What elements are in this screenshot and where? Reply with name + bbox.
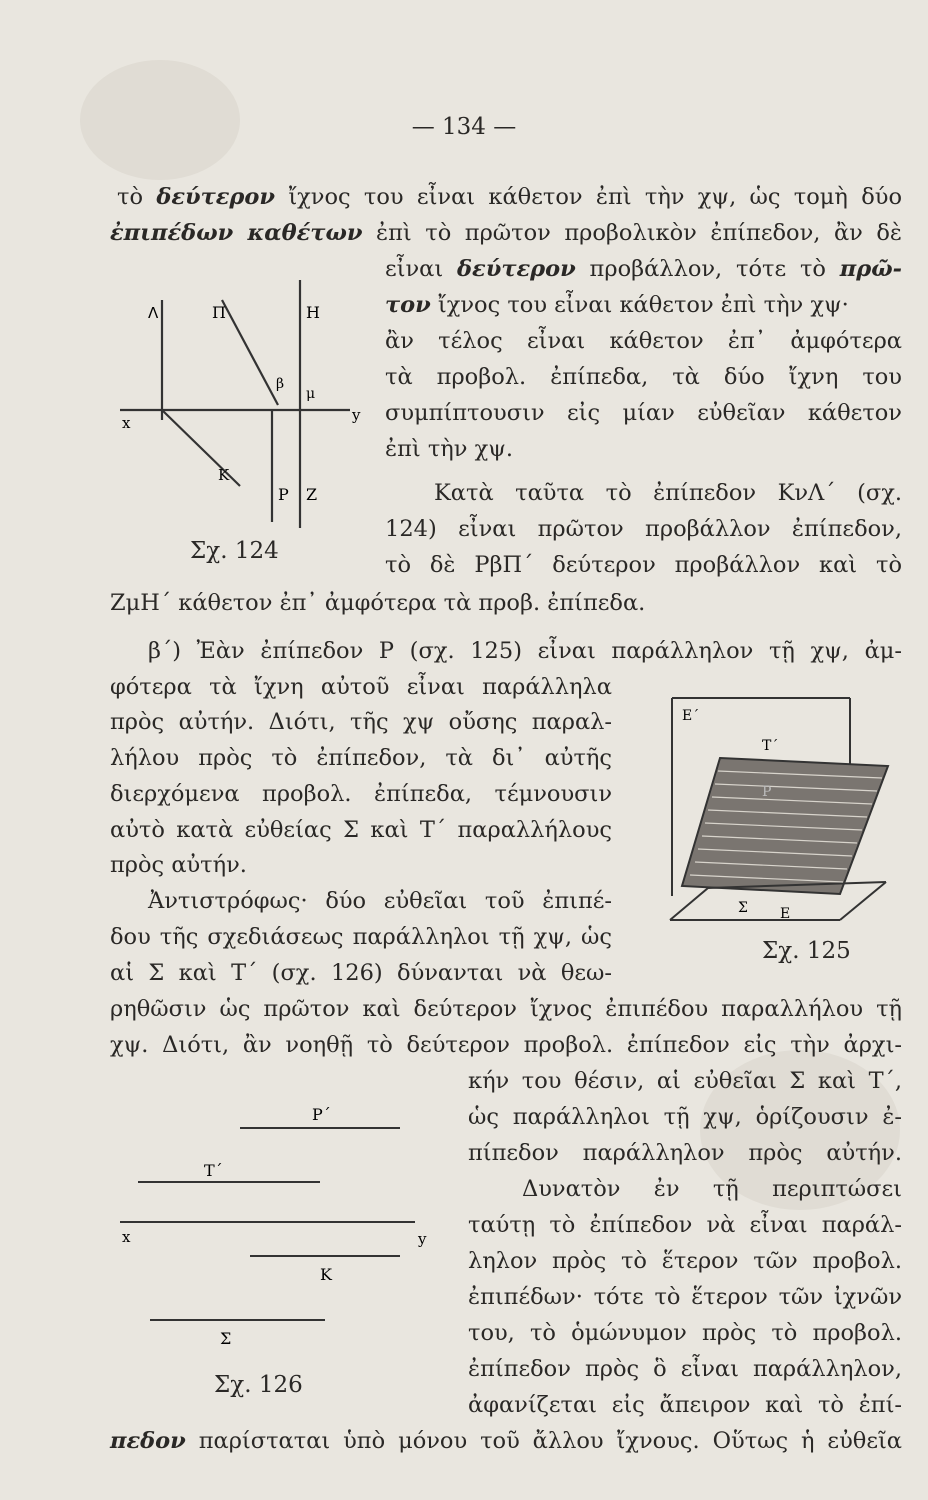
text-line-16: λήλου πρὸς τὸ ἐπίπεδον, τὰ δι᾿ αὐτῆς — [110, 745, 612, 771]
ground-left — [670, 888, 708, 920]
text-line-23: ρηθῶσιν ὡς πρῶτον καὶ δεύτερον ἴχνος ἐπιπέδου παραλλήλου τῇ — [110, 996, 902, 1022]
text-line-27: πίπεδον παράλληλον πρὸς αὐτήν. — [468, 1140, 902, 1166]
label-kappa: Κ — [320, 1265, 332, 1284]
text-line-19: πρὸς αὐτήν. — [110, 852, 247, 878]
text-line-10: 124) εἶναι πρῶτον προβάλλον ἐπίπεδον, — [385, 516, 902, 542]
text-line-13: β΄) Ἐὰν ἐπίπεδον Ρ (σχ. 125) εἶναι παράλληλον τῇ χψ, ἀμ- — [148, 638, 902, 664]
text-line-25: κήν του θέσιν, αἱ εὐθεῖαι Σ καὶ Τ΄, — [468, 1068, 902, 1094]
text-line-7: συμπίπτουσιν εἰς μίαν εὐθεῖαν κάθετον — [385, 400, 902, 426]
text-line-4: τον ἴχνος του εἶναι κάθετον ἐπὶ τὴν χψ· — [385, 292, 849, 318]
text-line-18: αὐτὸ κατὰ εὐθείας Σ καὶ Τ΄ παραλλήλους — [110, 817, 612, 843]
figure-125 — [650, 676, 900, 941]
label-kappa: Κ — [218, 466, 230, 484]
text-line-9: Κατὰ ταῦτα τὸ ἐπίπεδον ΚνΛ΄ (σχ. — [434, 480, 902, 506]
text-line-31: ἐπιπέδων· τότε τὸ ἕτερον τῶν ἰχνῶν — [468, 1284, 902, 1310]
trace-pi-line — [222, 300, 278, 405]
text-line-12: ΖμΗ΄ κάθετον ἐπ᾿ ἀμφότερα τὰ προβ. ἐπίπεδα. — [110, 590, 646, 616]
text-line-14: φότερα τὰ ἴχνη αὐτοῦ εἶναι παράλληλα — [110, 674, 612, 700]
text-line-8: ἐπὶ τὴν χψ. — [385, 436, 514, 462]
label-t-prime: Τ΄ — [762, 738, 779, 754]
text-line-3: εἶναι δεύτερον προβάλλον, τότε τὸ πρῶ- — [385, 256, 902, 282]
caption-fig-126: Σχ. 126 — [214, 1372, 303, 1398]
text-line-29: ταύτῃ τὸ ἐπίπεδον νὰ εἶναι παράλ- — [468, 1212, 902, 1238]
caption-fig-124: Σχ. 124 — [190, 538, 279, 564]
label-e: Ε — [780, 906, 791, 922]
text-line-28: Δυνατὸν ἐν τῇ περιπτώσει — [522, 1176, 902, 1202]
label-x: x — [122, 414, 131, 432]
label-sigma: Σ — [738, 900, 748, 916]
text-line-35: πεδον παρίσταται ὑπὸ μόνου τοῦ ἄλλου ἴχνους. Οὕτως ἡ εὐθεῖα — [110, 1428, 902, 1454]
label-y: y — [352, 406, 361, 424]
label-zeta: Ζ — [306, 485, 318, 504]
text-line-20: Ἀντιστρόφως· δύο εὐθεῖαι τοῦ ἐπιπέ- — [148, 888, 612, 914]
text-line-1: τὸ δεύτερον ἴχνος του εἶναι κάθετον ἐπὶ τὴν χψ, ὡς τομὴ δύο — [117, 184, 902, 210]
label-rho-prime: Ρ΄ — [312, 1105, 331, 1124]
caption-fig-125: Σχ. 125 — [762, 938, 851, 964]
text-line-2: ἐπιπέδων καθέτων ἐπὶ τὸ πρῶτον προβολικὸν ἐπίπεδον, ἂν δὲ — [110, 220, 902, 246]
label-lambda: Λ — [148, 304, 159, 322]
text-line-5: ἂν τέλος εἶναι κάθετον ἐπ᾿ ἀμφότερα — [385, 328, 902, 354]
ground-right — [840, 882, 886, 920]
text-line-34: ἀφανίζεται εἰς ἄπειρον καὶ τὸ ἐπί- — [468, 1392, 902, 1418]
text-line-32: του, τὸ ὁμώνυμον πρὸς τὸ προβολ. — [468, 1320, 902, 1346]
text-line-6: τὰ προβολ. ἐπίπεδα, τὰ δύο ἴχνη του — [385, 364, 902, 390]
text-line-15: πρὸς αὐτήν. Διότι, τῆς χψ οὔσης παραλ- — [110, 709, 612, 735]
label-y: y — [418, 1230, 427, 1248]
text-line-26: ὡς παράλληλοι τῇ χψ, ὁρίζουσιν ἐ- — [468, 1104, 902, 1130]
text-line-24: χψ. Διότι, ἂν νοηθῇ τὸ δεύτερον προβολ. ἐπίπεδον εἰς τὴν ἀρχι- — [110, 1032, 902, 1058]
label-tau-prime: Τ΄ — [204, 1161, 223, 1180]
label-mu: μ — [306, 386, 316, 402]
figure-124 — [100, 260, 380, 540]
label-rho: Ρ — [278, 485, 289, 504]
text-line-22: αἱ Σ καὶ Τ΄ (σχ. 126) δύνανται νὰ θεω- — [110, 960, 612, 986]
text-line-17: διερχόμενα προβολ. ἐπίπεδα, τέμνουσιν — [110, 781, 612, 807]
label-rho-plane: Ρ — [762, 784, 772, 800]
label-x: x — [122, 1228, 131, 1246]
label-eta: Η — [306, 303, 320, 322]
text-line-11: τὸ δὲ ΡβΠ΄ δεύτερον προβάλλον καὶ τὸ — [385, 552, 902, 578]
label-pi: Π — [212, 303, 226, 322]
label-beta: β — [276, 376, 285, 392]
text-line-33: ἐπίπεδον πρὸς ὃ εἶναι παράλληλον, — [468, 1356, 902, 1382]
label-sigma: Σ — [220, 1329, 232, 1348]
page-number: — 134 — — [411, 114, 517, 140]
text-line-30: ληλον πρὸς τὸ ἕτερον τῶν προβολ. — [468, 1248, 902, 1274]
figure-126 — [110, 1090, 440, 1360]
label-e-prime: Ε΄ — [682, 708, 700, 724]
text-line-21: δου τῆς σχεδιάσεως παράλληλοι τῇ χψ, ὡς — [110, 924, 612, 950]
